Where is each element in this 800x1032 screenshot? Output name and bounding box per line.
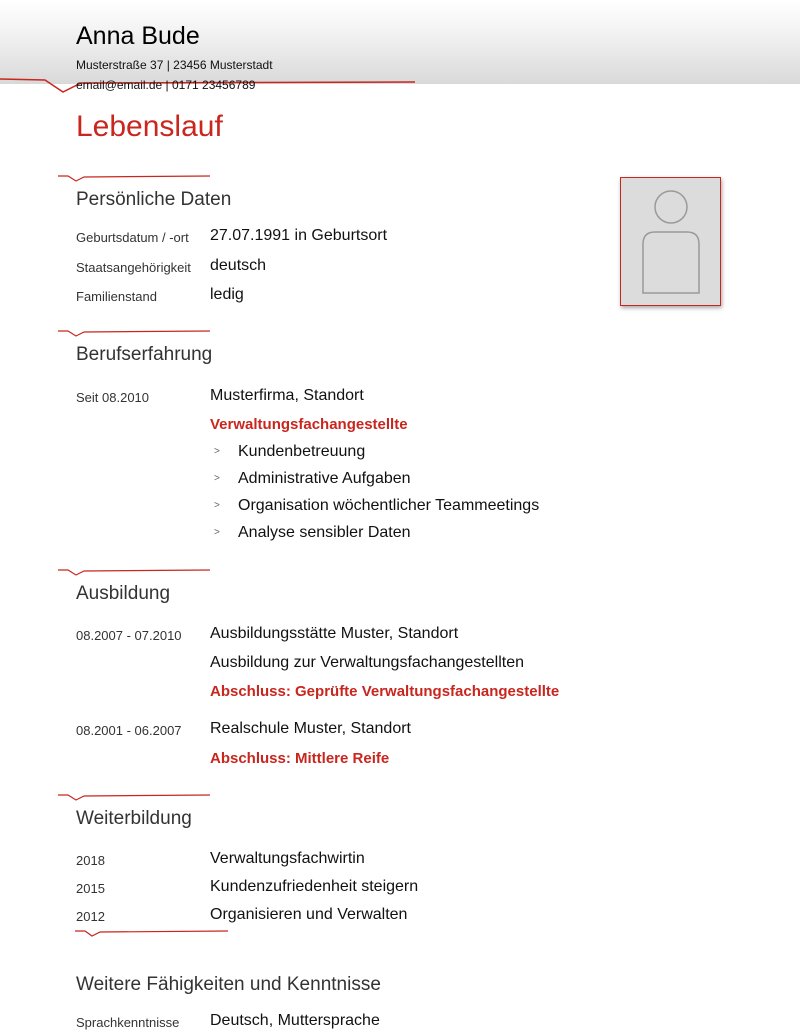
person-silhouette-icon <box>621 178 720 305</box>
education-date: 08.2007 - 07.2010 <box>76 628 182 643</box>
personal-value-birth: 27.07.1991 in Geburtsort <box>210 227 388 244</box>
experience-position: Verwaltungsfachangestellte <box>210 416 408 433</box>
education-degree: Abschluss: Mittlere Reife <box>210 750 390 767</box>
section-heading-personal: Persönliche Daten <box>76 189 232 210</box>
address-line: Musterstraße 37 | 23456 Musterstadt <box>76 58 273 72</box>
photo-placeholder <box>620 177 721 306</box>
education-description: Ausbildung zur Verwaltungsfachangestellten <box>210 654 524 671</box>
skills-label-languages: Sprachkenntnisse <box>76 1015 180 1030</box>
personal-value-nationality: deutsch <box>210 257 267 274</box>
experience-task: Kundenbetreuung <box>238 443 366 460</box>
section-divider-education <box>58 570 210 575</box>
contact-line: email@email.de | 0171 23456789 <box>76 78 256 92</box>
training-year: 2012 <box>76 909 105 924</box>
personal-label-birth: Geburtsdatum / -ort <box>76 230 189 245</box>
personal-value-marital: ledig <box>210 286 244 303</box>
personal-label-marital: Familienstand <box>76 289 157 304</box>
experience-task: Analyse sensibler Daten <box>238 524 411 541</box>
section-divider-experience <box>58 331 210 336</box>
section-divider-training <box>58 795 210 800</box>
experience-employer: Musterfirma, Standort <box>210 387 364 404</box>
experience-task: Administrative Aufgaben <box>238 470 411 487</box>
skills-value-languages: Deutsch, Muttersprache <box>210 1012 380 1029</box>
section-divider-personal <box>58 176 210 181</box>
section-heading-skills: Weitere Fähigkeiten und Kenntnisse <box>76 974 381 995</box>
education-date: 08.2001 - 06.2007 <box>76 723 182 738</box>
experience-date: Seit 08.2010 <box>76 390 150 405</box>
applicant-name: Anna Bude <box>76 22 200 50</box>
training-title: Kundenzufriedenheit steigern <box>210 878 419 895</box>
section-heading-education: Ausbildung <box>76 583 171 604</box>
education-degree: Abschluss: Geprüfte Verwaltungsfachangestellte <box>210 683 560 700</box>
training-title: Organisieren und Verwalten <box>210 906 408 923</box>
document-title: Lebenslauf <box>76 110 223 143</box>
chevron-right-icon: > <box>214 527 220 538</box>
training-title: Verwaltungsfachwirtin <box>210 850 365 867</box>
education-institution: Realschule Muster, Standort <box>210 720 411 737</box>
section-heading-training: Weiterbildung <box>76 808 192 829</box>
chevron-right-icon: > <box>214 446 220 457</box>
training-year: 2015 <box>76 881 105 896</box>
section-divider-skills <box>75 931 228 936</box>
chevron-right-icon: > <box>214 500 220 511</box>
training-year: 2018 <box>76 853 105 868</box>
experience-task: Organisation wöchentlicher Teammeetings <box>238 497 540 514</box>
chevron-right-icon: > <box>214 473 220 484</box>
personal-label-nationality: Staatsangehörigkeit <box>76 260 191 275</box>
section-heading-experience: Berufserfahrung <box>76 344 213 365</box>
education-institution: Ausbildungsstätte Muster, Standort <box>210 625 459 642</box>
